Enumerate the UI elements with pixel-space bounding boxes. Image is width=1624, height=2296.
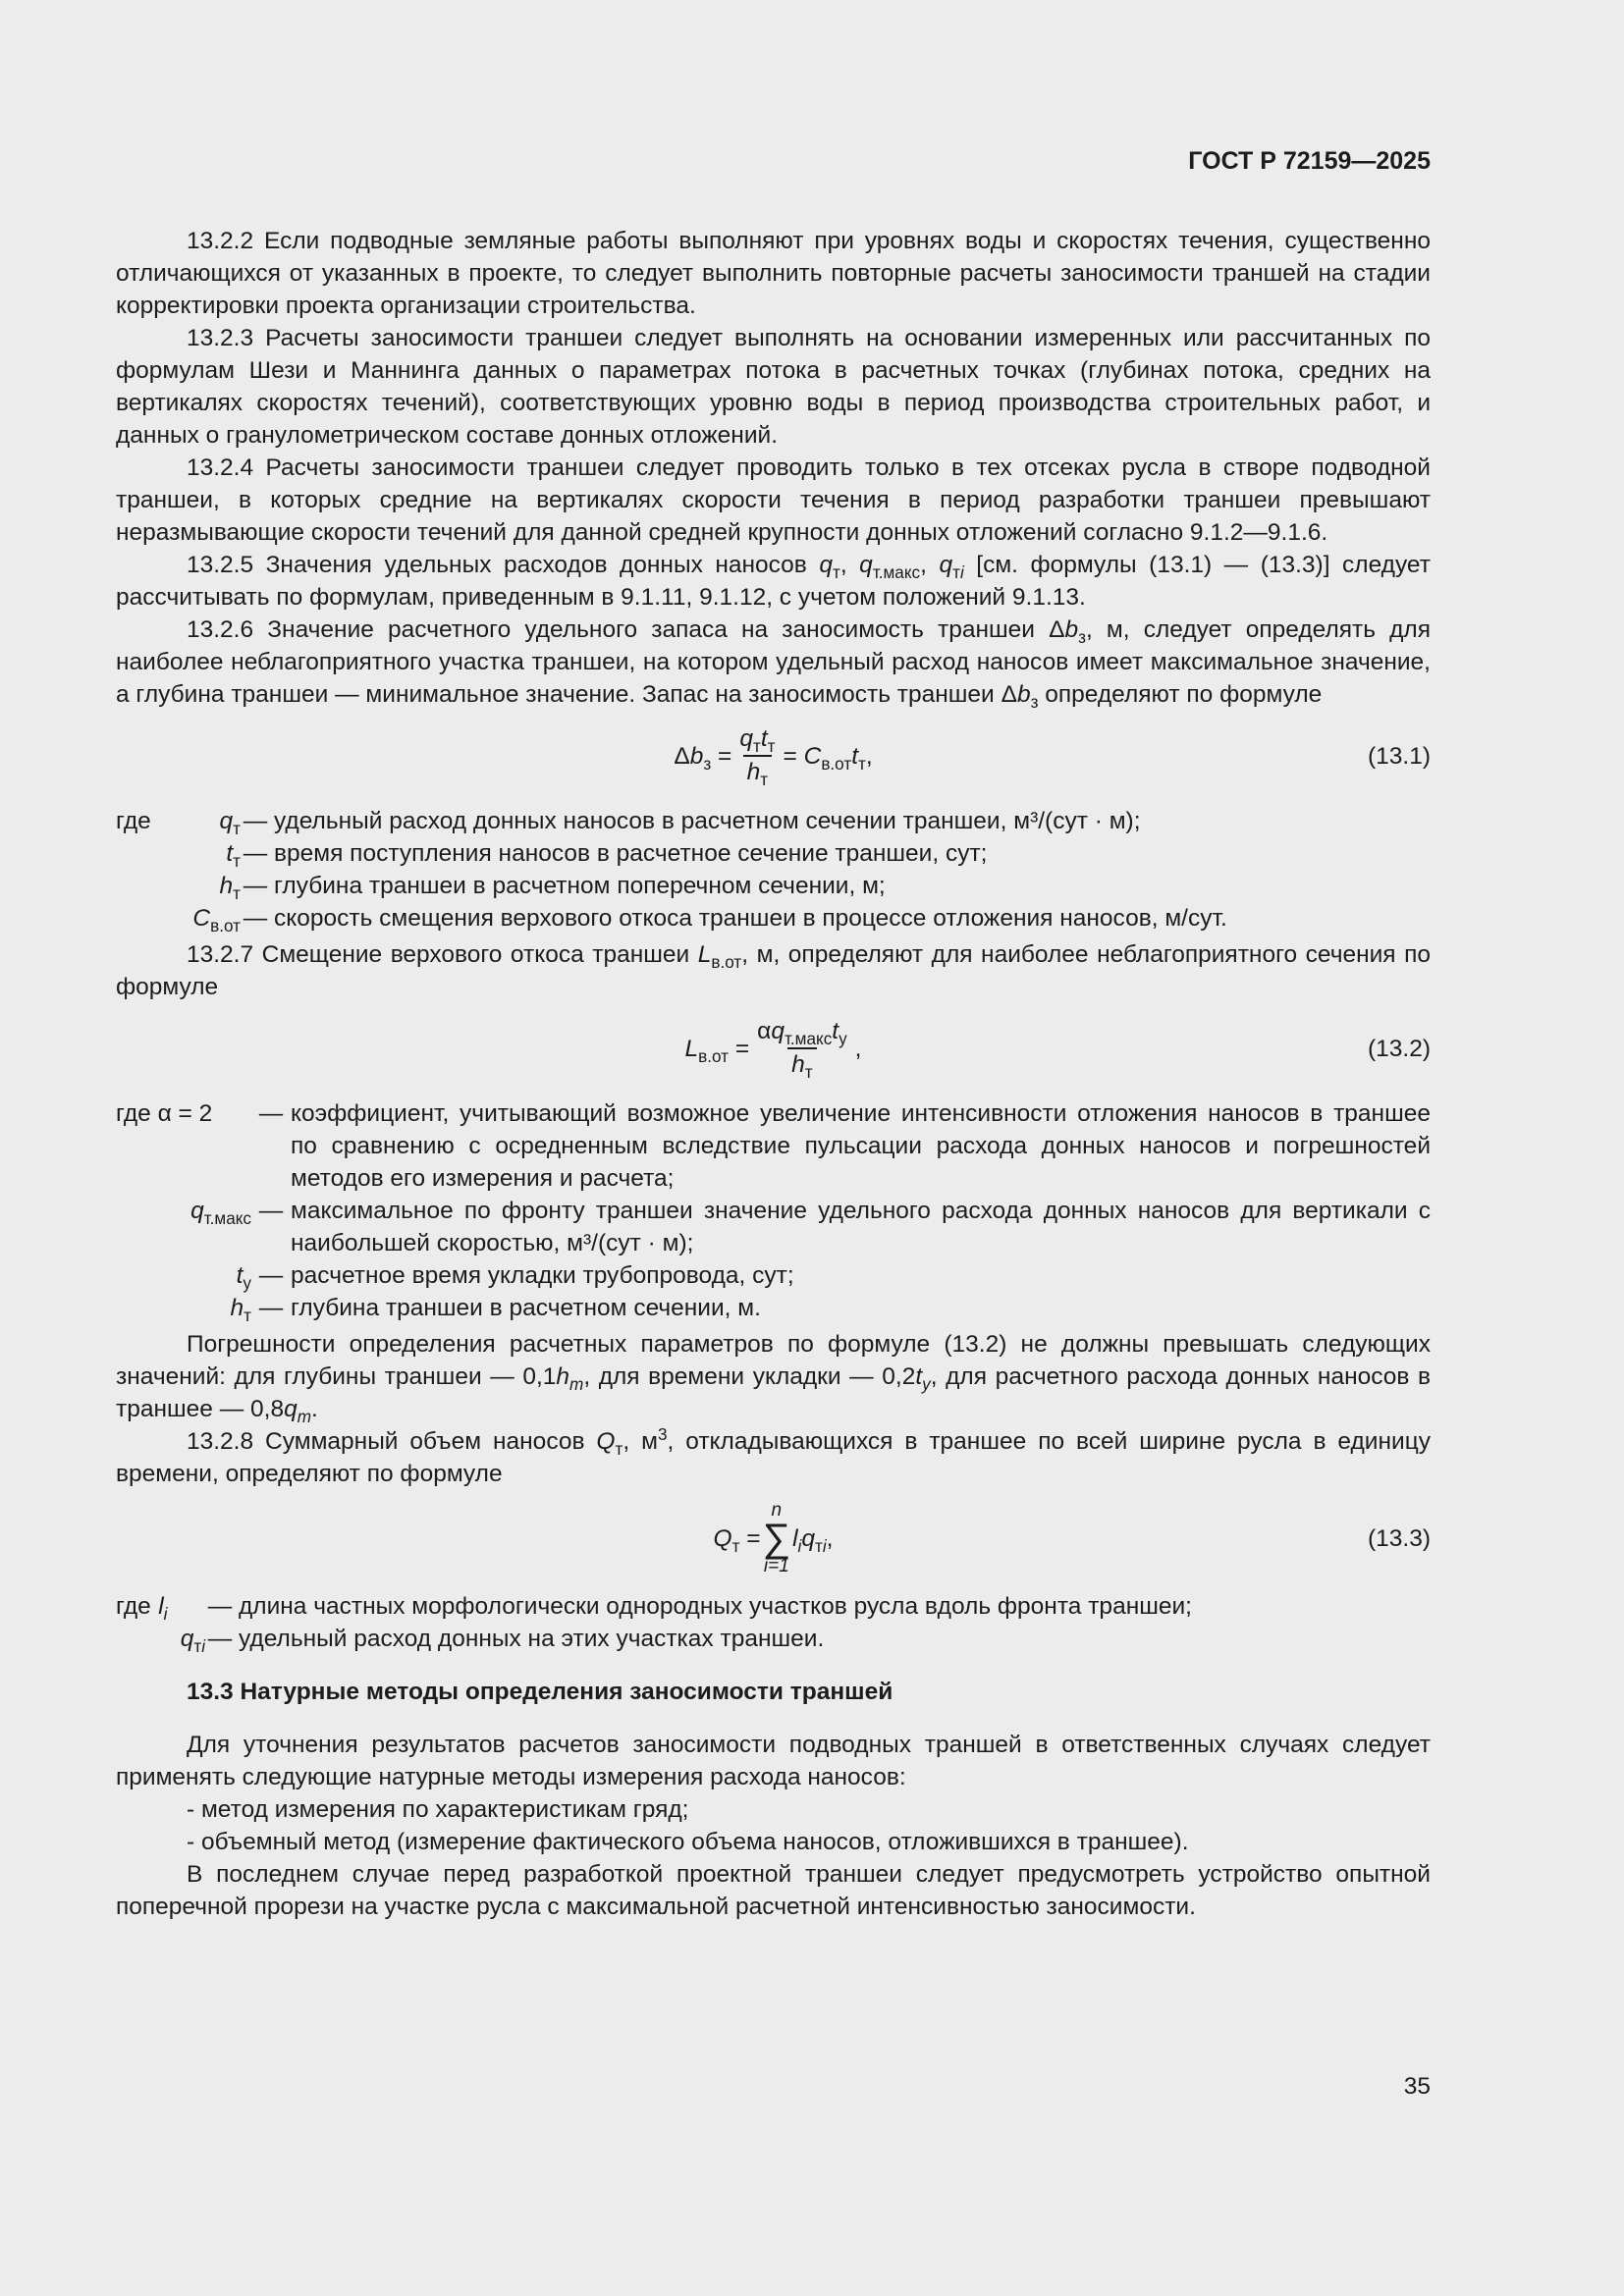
list-item: - метод измерения по характеристикам гряд; xyxy=(187,1796,689,1823)
where-row: $t_т$ — время поступления наносов в расчетное сечение траншеи, сут; xyxy=(116,837,1431,870)
where-block-13-3 xyxy=(116,1590,1431,1655)
where-label: где α = 2 xyxy=(116,1100,213,1127)
formula-13-3-body: $Q_т$ = n ∑ i=1 $l_iq_{тi}$, xyxy=(713,1500,834,1576)
symbol-t-y: $t_у$ xyxy=(236,1262,251,1293)
paragraph-field-methods: Для уточнения результатов расчетов заносимости подводных траншей в ответственных случаях следует применять следующие натурные методы измерения расхода наносов: xyxy=(116,1732,1431,1790)
paragraph-13-2-6: 13.2.6 Значение расчетного удельного запаса на заносимость траншеи $\Delta b_з$, м, следует определять для наиболее неблагоприятного участка траншеи, на котором удельный расход наносов имеет максимальное значение, а глубина траншеи — минимальное значение. Запас на заносимость траншеи $\Delta b_з$ определяют по формуле xyxy=(116,616,1431,712)
symbol-c-vot: $C_{в.от}$ xyxy=(192,905,241,935)
standard-code-header: ГОСТ Р 72159—2025 xyxy=(1188,147,1431,175)
section-heading-13-3: 13.3 Натурные методы определения заносимости траншей xyxy=(187,1679,893,1705)
formula-13-1-body: $\Delta b_з$ = $\frac{q_тt_т}{h_т}$ = $C_{в.от}t_т$, xyxy=(674,725,873,789)
symbol-q-ti: $q_{тi}$ xyxy=(180,1626,205,1656)
symbol-l-i: $l_i$ xyxy=(158,1593,168,1624)
page-content xyxy=(116,225,1431,1923)
list-item: - объемный метод (измерение фактического объема наносов, отложившихся в траншее). xyxy=(187,1829,1189,1855)
paragraph-13-2-2: 13.2.2 Если подводные земляные работы выполняют при уровнях воды и скоростях течения, существенно отличающихся от указанных в проекте, то следует выполнить повторные расчеты заносимости траншей на стадии корректировки проекта организации строительства. xyxy=(116,228,1431,319)
where-block-13-1 xyxy=(116,805,1431,934)
formula-13-1-number: (13.1) xyxy=(1367,742,1431,770)
symbol-q-t: $q_т$ xyxy=(219,808,241,838)
paragraph-13-2-5: 13.2.5 Значения удельных расходов донных наносов $q_т$, $q_{т.макс}$, $q_{тi}$ [см. формулы (13.1) — (13.3)] следует рассчитывать по формулам, приведенным в 9.1.11, 9.1.12, с учетом положений 9.1.13. xyxy=(116,552,1431,611)
where-row: $C_{в.от}$ — скорость смещения верхового откоса траншеи в процессе отложения наносов, м/сут. xyxy=(116,902,1431,934)
paragraph-13-2-4: 13.2.4 Расчеты заносимости траншеи следует проводить только в тех отсеках русла в створе подводной траншеи, в которых средние на вертикалях скорости течения в период разработки траншеи превышают неразмывающие скорости течений для данной средней крупности донных отложений согласно 9.1.2—9.1.6. xyxy=(116,454,1431,546)
symbol-t-t: $t_т$ xyxy=(226,840,241,871)
paragraph-13-2-3: 13.2.3 Расчеты заносимости траншеи следует выполнять на основании измеренных или рассчитанных по формулам Шези и Маннинга данных о параметрах потока в расчетных точках (глубинах потока, средних на вертикалях скоростях течений), соответствующих уровню воды в период производства строительных работ, и данных о гранулометрическом составе донных отложений. xyxy=(116,325,1431,449)
formula-13-3-number: (13.3) xyxy=(1367,1524,1431,1552)
where-row: $h_т$ — глубина траншеи в расчетном поперечном сечении, м; xyxy=(116,870,1431,902)
paragraph-13-2-7: 13.2.7 Смещение верхового откоса траншеи $L_{в.от}$, м, определяют для наиболее неблагоприятного сечения по формуле xyxy=(116,941,1431,1000)
symbol-h-t: $h_т$ xyxy=(219,873,241,903)
where-block-13-2 xyxy=(116,1097,1431,1324)
where-row: $t_у$ — расчетное время укладки трубопровода, сут; xyxy=(116,1259,1431,1292)
where-row: где $l_i$ — длина частных морфологически однородных участков русла вдоль фронта траншеи; xyxy=(116,1590,1431,1623)
where-row: где $q_т$ — удельный расход донных наносов в расчетном сечении траншеи, м³/(сут · м); xyxy=(116,805,1431,837)
where-row: где α = 2 — коэффициент, учитывающий возможное увеличение интенсивности отложения наносов в траншее по сравнению с осредненным вследствие пульсации расхода донных наносов и погрешностей методов его измерения и расчета; xyxy=(116,1097,1431,1195)
where-row: $q_{тi}$ — удельный расход донных на этих участках траншеи. xyxy=(116,1623,1431,1655)
where-row: $h_т$ — глубина траншеи в расчетном сечении, м. xyxy=(116,1292,1431,1324)
page-number: 35 xyxy=(1403,2073,1431,2100)
paragraph-trial-cut: В последнем случае перед разработкой проектной траншеи следует предусмотреть устройство опытной поперечной прорези на участке русла с максимальной расчетной интенсивностью заносимости. xyxy=(116,1861,1431,1920)
formula-13-2-number: (13.2) xyxy=(1367,1035,1431,1062)
symbol-q-t-max: $q_{т.макс}$ xyxy=(190,1198,251,1228)
formula-13-2 xyxy=(116,1007,1431,1090)
paragraph-errors: Погрешности определения расчетных параметров по формуле (13.2) не должны превышать следующих значений: для глубины траншеи — $0,1h_m$, для времени укладки — $0,2t_y$, для расчетного расхода донных наносов в траншее — $0,8q_m$. xyxy=(116,1331,1431,1426)
where-label: где xyxy=(116,1593,151,1620)
paragraph-13-2-8: 13.2.8 Суммарный объем наносов $Q_т$, $м^3$, откладывающихся в траншее по всей ширине русла в единицу времени, определяют по формуле xyxy=(116,1423,1431,1487)
where-label: где xyxy=(116,808,151,834)
formula-13-1 xyxy=(116,715,1431,797)
formula-13-3 xyxy=(116,1494,1431,1582)
formula-13-2-body: $L_{в.от}$ = $\frac{\alpha q_{т.макс}t_у}{h_т}$ , xyxy=(684,1018,862,1082)
where-row: $q_{т.макс}$ — максимальное по фронту траншеи значение удельного расхода донных наносов для вертикали с наибольшей скоростью, м³/(сут · м); xyxy=(116,1195,1431,1259)
symbol-h-t: $h_т$ xyxy=(230,1295,251,1325)
